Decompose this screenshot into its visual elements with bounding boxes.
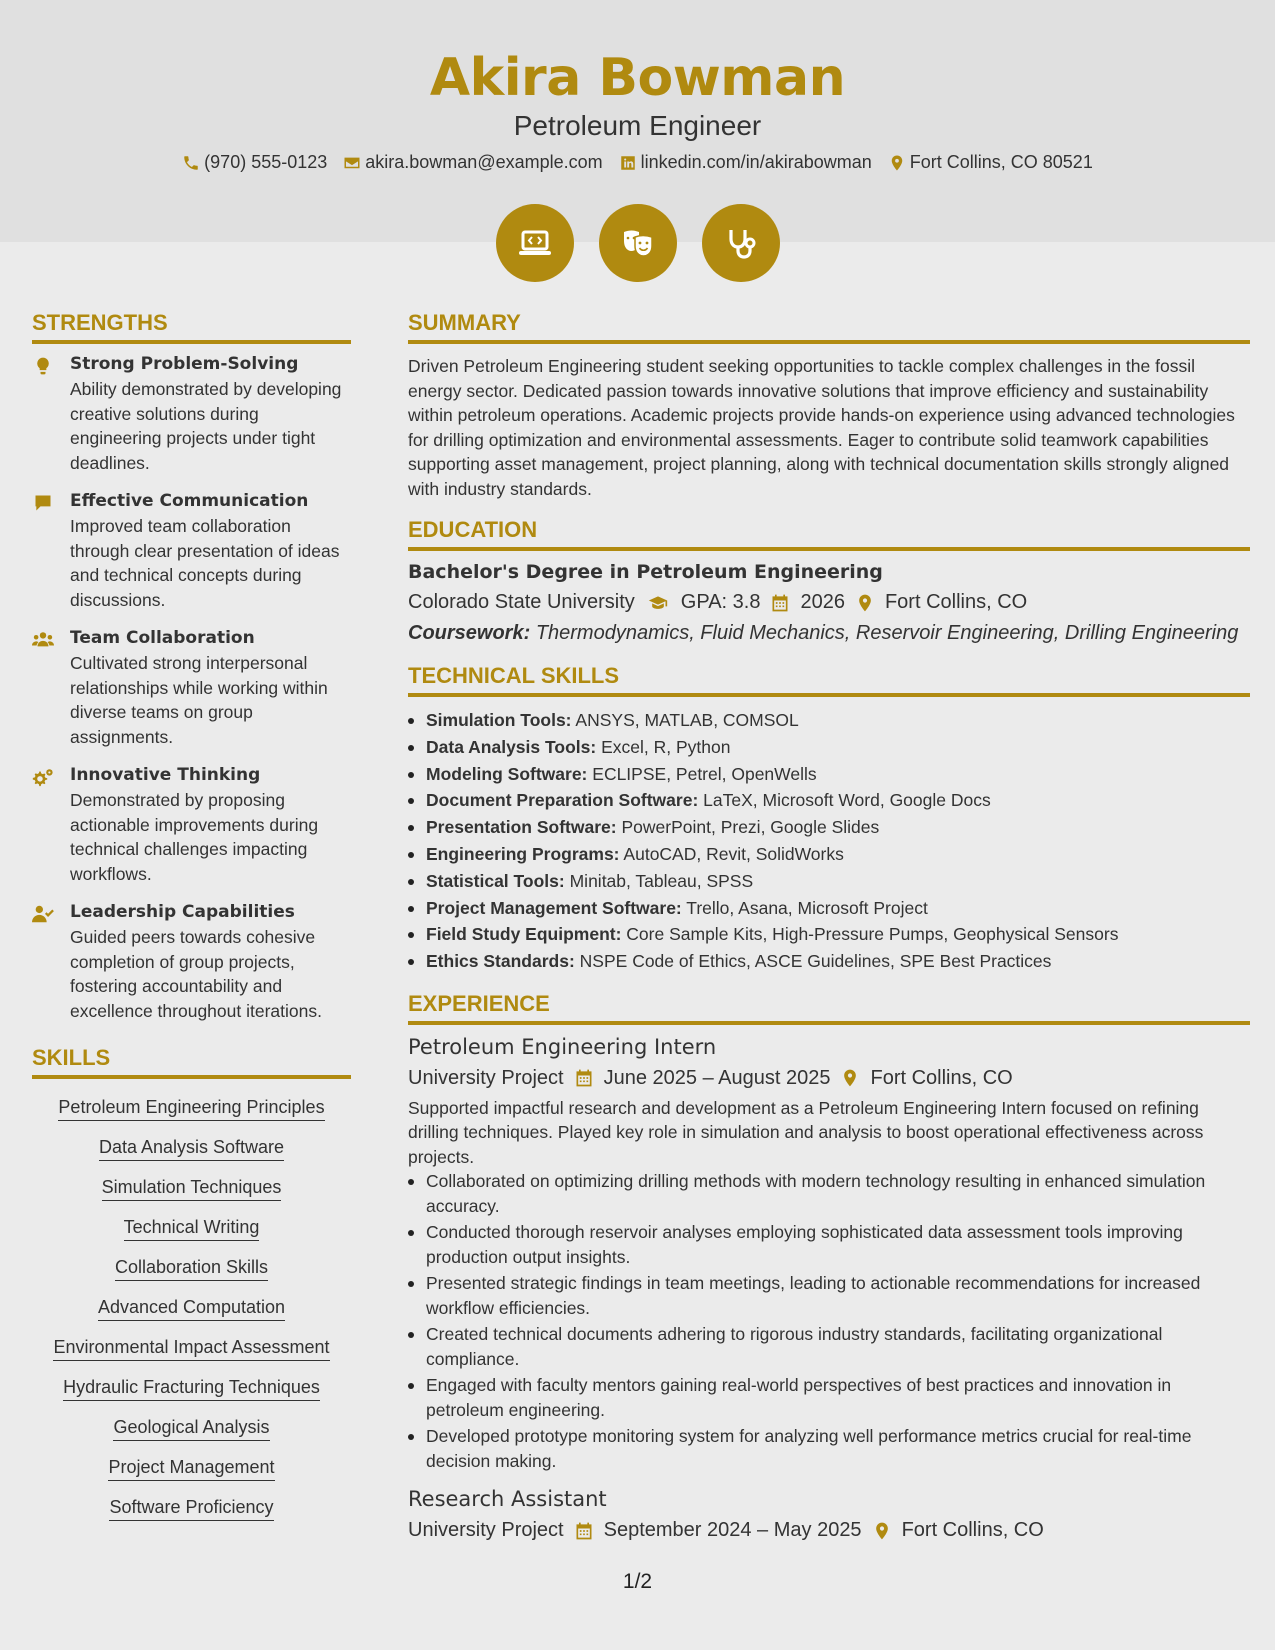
technical-skills-list — [408, 707, 1250, 975]
graduation-cap-icon — [645, 593, 671, 613]
graduation-year: 2026 — [800, 591, 845, 613]
list-item: Data Analysis Tools: Excel, R, Python — [408, 734, 1250, 761]
lightbulb-icon — [32, 356, 54, 376]
left-column — [32, 310, 351, 1521]
technical-skills-heading: TECHNICAL SKILLS — [408, 663, 1250, 697]
strength-desc: Cultivated strong interpersonal relationships while working within diverse teams on group assignments. — [70, 653, 328, 747]
hobby-theater — [599, 204, 677, 282]
job-org: University Project — [408, 1519, 564, 1542]
summary-text: Driven Petroleum Engineering student seeking opportunities to tackle complex challenges in the fossil energy sector. Dedicated passion towards innovative solutions that improve efficiency and sustainability within petroleum operations. Academic projects provide hands-on experience using advanced technologies for drilling optimization and environmental assessments. Eager to contribute solid teamwork capabilities supporting asset management, project planning, along with technical documentation skills strongly aligned with industry standards. — [408, 356, 1235, 499]
stethoscope-icon — [721, 223, 761, 263]
strength-item — [32, 765, 351, 886]
list-item: Field Study Equipment: Core Sample Kits, High-Pressure Pumps, Geophysical Sensors — [408, 921, 1250, 948]
page-number: 1/2 — [622, 1570, 653, 1593]
candidate-name: Akira Bowman — [429, 48, 846, 108]
skills-heading: SKILLS — [32, 1045, 351, 1079]
strength-item — [32, 354, 351, 475]
skill-item: Collaboration Skills — [115, 1257, 268, 1281]
strength-desc: Guided peers towards cohesive completion of group projects, fostering accountability and excellence throughout iterations. — [70, 927, 322, 1021]
hobby-icons — [0, 204, 1275, 282]
skill-item: Simulation Techniques — [102, 1177, 282, 1201]
laptop-code-icon — [515, 223, 555, 263]
job-location: Fort Collins, CO — [901, 1519, 1044, 1542]
list-item: Document Preparation Software: LaTeX, Microsoft Word, Google Docs — [408, 787, 1250, 814]
contact-phone[interactable] — [182, 152, 327, 173]
strength-name: Effective Communication — [70, 491, 309, 511]
list-item: Modeling Software: ECLIPSE, Petrel, OpenWells — [408, 761, 1250, 788]
job-1-title: Petroleum Engineering Intern — [408, 1034, 717, 1059]
contact-linkedin[interactable] — [619, 152, 872, 173]
skills-list — [32, 1097, 351, 1521]
job-2-meta — [408, 1519, 1250, 1542]
comment-icon — [32, 493, 54, 513]
job-1-description: Supported impactful research and development as a Petroleum Engineering Intern focused on refining drilling techniques. Played key role in simulation and analysis to boost operational effectiveness across projects. — [408, 1097, 1204, 1167]
skill-item: Environmental Impact Assessment — [53, 1337, 329, 1361]
list-item: Engaged with faculty mentors gaining real-world perspectives of best practices and innovation in petroleum engineering. — [408, 1373, 1250, 1422]
hobby-coding — [496, 204, 574, 282]
calendar-icon — [574, 1068, 594, 1088]
email-icon — [343, 154, 361, 172]
list-item: Statistical Tools: Minitab, Tableau, SPSS — [408, 868, 1250, 895]
job-org: University Project — [408, 1066, 564, 1089]
experience-heading: EXPERIENCE — [408, 991, 1250, 1025]
job-title-heading: Petroleum Engineer — [513, 110, 762, 141]
education-location: Fort Collins, CO — [884, 591, 1028, 613]
user-check-icon — [32, 904, 54, 924]
calendar-icon — [574, 1521, 594, 1541]
summary-heading: SUMMARY — [408, 310, 1250, 344]
right-column — [408, 310, 1250, 1542]
calendar-icon — [770, 593, 790, 613]
school-name: Colorado State University — [408, 591, 635, 613]
job-2-title: Research Assistant — [408, 1487, 607, 1512]
location-icon — [872, 1521, 892, 1541]
location-icon — [888, 154, 906, 172]
cogs-icon — [32, 767, 54, 787]
strength-name: Innovative Thinking — [70, 765, 261, 785]
job-dates: September 2024 – May 2025 — [603, 1519, 862, 1542]
skill-item: Data Analysis Software — [99, 1137, 284, 1161]
strength-item — [32, 902, 351, 1023]
gpa: GPA: 3.8 — [680, 591, 761, 613]
location-icon — [855, 593, 875, 613]
strength-desc: Improved team collaboration through clear presentation of ideas and technical concepts during discussions. — [70, 516, 340, 610]
skill-item: Geological Analysis — [113, 1417, 269, 1441]
education-heading: EDUCATION — [408, 517, 1250, 551]
coursework — [408, 622, 1250, 645]
contact-bar — [0, 152, 1275, 173]
skill-item: Hydraulic Fracturing Techniques — [63, 1377, 320, 1401]
job-dates: June 2025 – August 2025 — [603, 1066, 831, 1089]
list-item: Conducted thorough reservoir analyses employing sophisticated data assessment tools improving production output insights. — [408, 1220, 1250, 1269]
skill-item: Petroleum Engineering Principles — [58, 1097, 324, 1121]
job-1-bullets — [408, 1169, 1250, 1473]
linkedin-text: linkedin.com/in/akirabowman — [640, 152, 872, 172]
education-meta — [408, 591, 1250, 614]
list-item: Collaborated on optimizing drilling methods with modern technology resulting in enhanced simulation accuracy. — [408, 1169, 1250, 1218]
skill-item: Technical Writing — [124, 1217, 260, 1241]
list-item: Presented strategic findings in team meetings, leading to actionable recommendations for increased workflow efficiencies. — [408, 1271, 1250, 1320]
list-item: Engineering Programs: AutoCAD, Revit, SolidWorks — [408, 841, 1250, 868]
job-location: Fort Collins, CO — [870, 1066, 1013, 1089]
list-item: Presentation Software: PowerPoint, Prezi, Google Slides — [408, 814, 1250, 841]
job-1-meta — [408, 1067, 1250, 1090]
list-item: Simulation Tools: ANSYS, MATLAB, COMSOL — [408, 707, 1250, 734]
strength-name: Team Collaboration — [70, 628, 255, 648]
skill-item: Project Management — [108, 1457, 274, 1481]
hobby-medical — [702, 204, 780, 282]
list-item: Created technical documents adhering to rigorous industry standards, facilitating organizational compliance. — [408, 1322, 1250, 1371]
strengths-heading: STRENGTHS — [32, 310, 351, 344]
degree-name: Bachelor's Degree in Petroleum Engineering — [408, 561, 883, 583]
theater-masks-icon — [618, 223, 658, 263]
skill-item: Software Proficiency — [109, 1497, 273, 1521]
list-item: Ethics Standards: NSPE Code of Ethics, ASCE Guidelines, SPE Best Practices — [408, 948, 1250, 975]
contact-location — [888, 152, 1093, 173]
strength-name: Leadership Capabilities — [70, 902, 295, 922]
coursework-label: Coursework: — [408, 622, 531, 644]
phone-text: (970) 555-0123 — [204, 152, 328, 172]
strength-desc: Ability demonstrated by developing creative solutions during engineering projects under tight deadlines. — [70, 379, 342, 473]
strength-name: Strong Problem-Solving — [70, 354, 299, 374]
users-icon — [32, 630, 54, 650]
coursework-list: Thermodynamics, Fluid Mechanics, Reservoir Engineering, Drilling Engineering — [535, 622, 1239, 644]
skill-item: Advanced Computation — [98, 1297, 285, 1321]
email-text: akira.bowman@example.com — [365, 152, 603, 172]
location-text: Fort Collins, CO 80521 — [909, 152, 1093, 172]
location-icon — [840, 1068, 860, 1088]
list-item: Developed prototype monitoring system for analyzing well performance metrics crucial for real-time decision making. — [408, 1424, 1250, 1473]
phone-icon — [182, 154, 200, 172]
contact-email[interactable] — [343, 152, 602, 173]
strength-desc: Demonstrated by proposing actionable improvements during technical challenges impacting workflows. — [70, 790, 319, 884]
list-item: Project Management Software: Trello, Asana, Microsoft Project — [408, 895, 1250, 922]
strength-item — [32, 628, 351, 749]
strength-item — [32, 491, 351, 612]
linkedin-icon — [619, 154, 637, 172]
